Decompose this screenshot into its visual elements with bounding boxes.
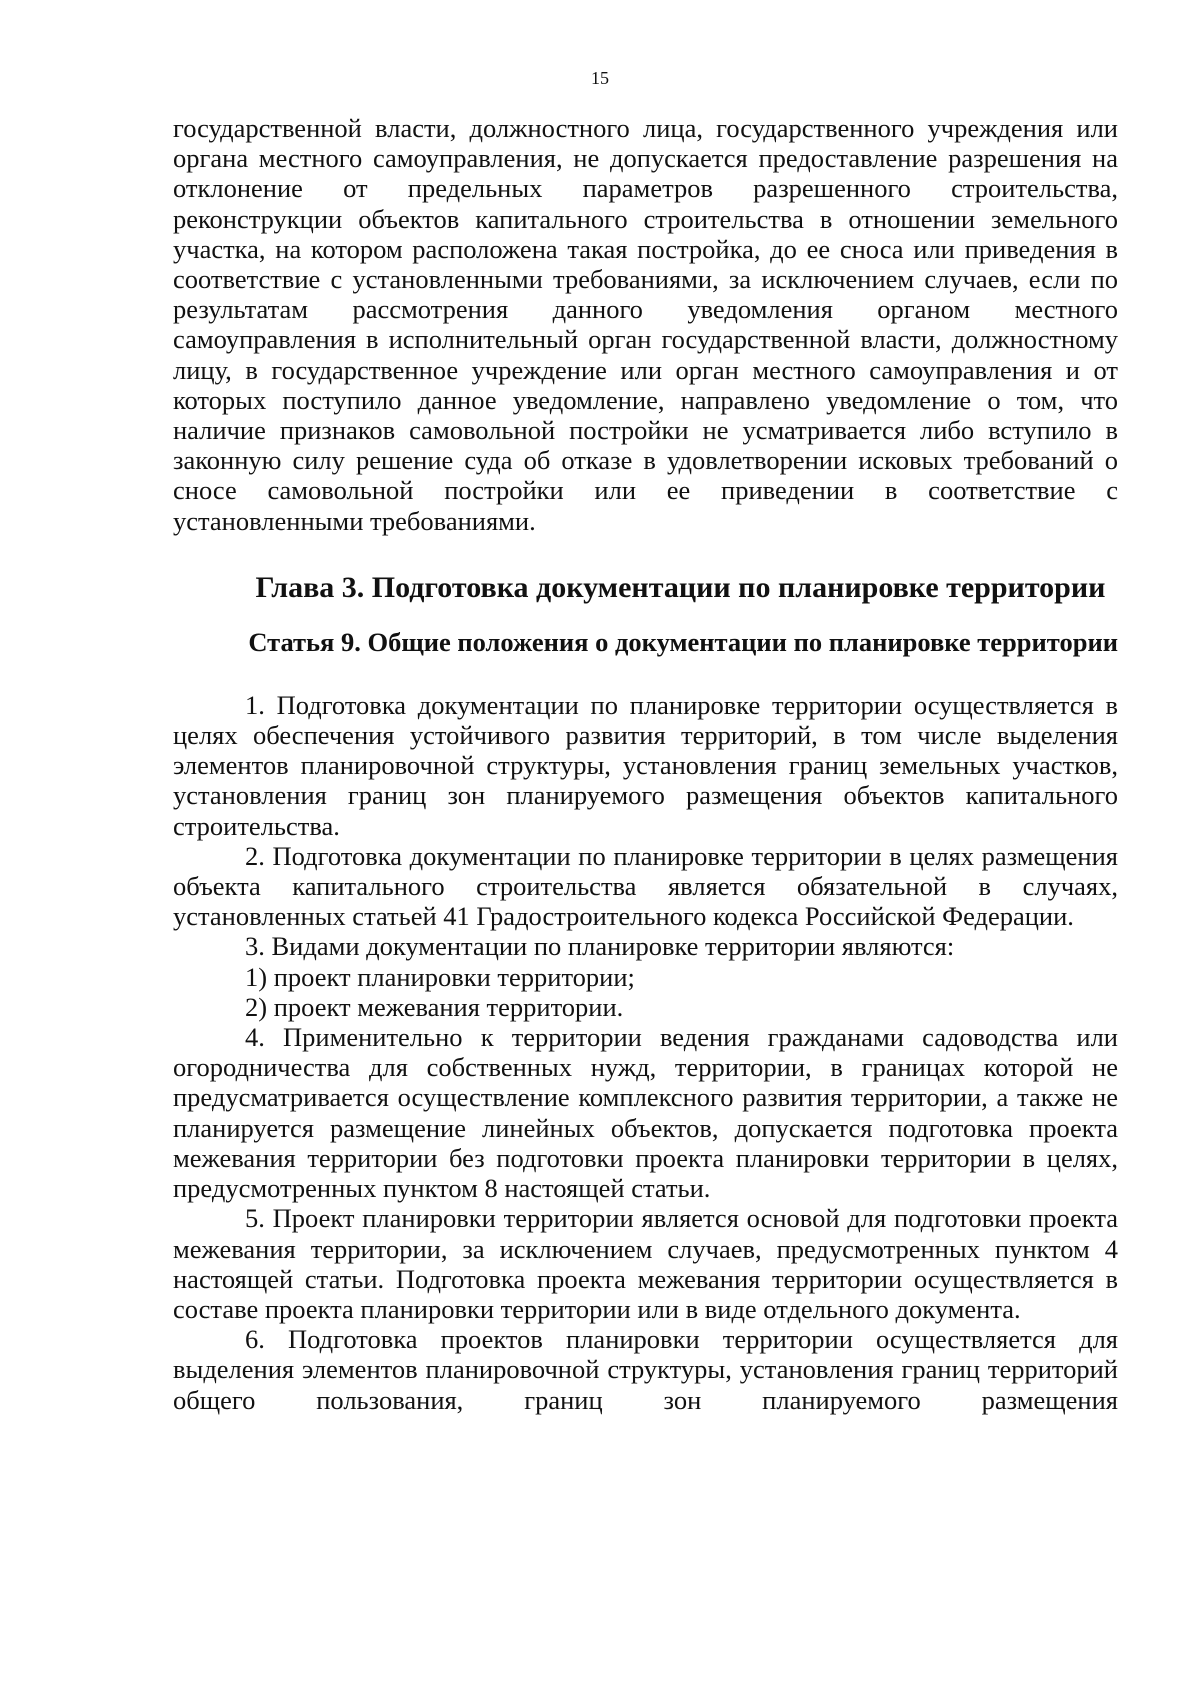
paragraph-2: 2. Подготовка документации по планировке территории в целях размещения объекта капитального строительства является обязательной в случаях, установленных статьей 41 Градостроительного кодекса Российской Федерации. xyxy=(173,840,1118,932)
intro-paragraph: государственной власти, должностного лица, государственного учреждения или органа местного самоуправления, не допускается предоставление разрешения на отклонение от предельных параметров разрешенного строительства, реконструкции объектов капитального строительства в отношении земельного участка, на котором расположена такая постройка, до ее сноса или приведения в соответствие с установленными требованиями, за исключением случаев, если по результатам рассмотрения данного уведомления органом местного самоуправления в исполнительный орган государственной власти, должностному лицу, в государственное учреждение или орган местного самоуправления и от которых поступило данное уведомление, направлено уведомление о том, что наличие признаков самовольной постройки не усматривается либо вступило в законную силу решение суда об отказе в удовлетворении исковых требований о сносе самовольной постройки или ее приведении в соответствие с установленными требованиями. xyxy=(173,113,1118,536)
chapter-title: Глава 3. Подготовка документации по планировке территории xyxy=(255,570,1106,604)
article-title: Статья 9. Общие положения о документации по планировке территории xyxy=(248,626,1118,657)
paragraph-1: 1. Подготовка документации по планировке территории осуществляется в целях обеспечения устойчивого развития территорий, в том числе выделения элементов планировочной структуры, установления границ земельных участков, установления границ зон планируемого размещения объектов капитального строительства. xyxy=(173,689,1118,841)
list-item-1: 1) проект планировки территории; xyxy=(245,961,635,992)
page-number: 15 xyxy=(591,68,609,88)
list-item-2: 2) проект межевания территории. xyxy=(245,991,624,1022)
document-body xyxy=(173,113,1118,1415)
paragraph-3: 3. Видами документации по планировке территории являются: xyxy=(245,931,955,962)
paragraph-4: 4. Применительно к территории ведения гражданами садоводства или огородничества для собственных нужд, территории, в границах которой не предусматривается осуществление комплексного развития территории, а также не планируется размещение линейных объектов, допускается подготовка проекта межевания территории без подготовки проекта планировки территории в целях, предусмотренных пунктом 8 настоящей статьи. xyxy=(173,1022,1118,1204)
paragraph-6: 6. Подготовка проектов планировки территории осуществляется для выделения элементов планировочной структуры, установления границ территорий общего пользования, границ зон планируемого размещения xyxy=(173,1324,1118,1415)
paragraph-5: 5. Проект планировки территории является основой для подготовки проекта межевания территории, за исключением случаев, предусмотренных пунктом 4 настоящей статьи. Подготовка проекта межевания территории осуществляется в составе проекта планировки территории или в виде отдельного документа. xyxy=(173,1203,1118,1324)
